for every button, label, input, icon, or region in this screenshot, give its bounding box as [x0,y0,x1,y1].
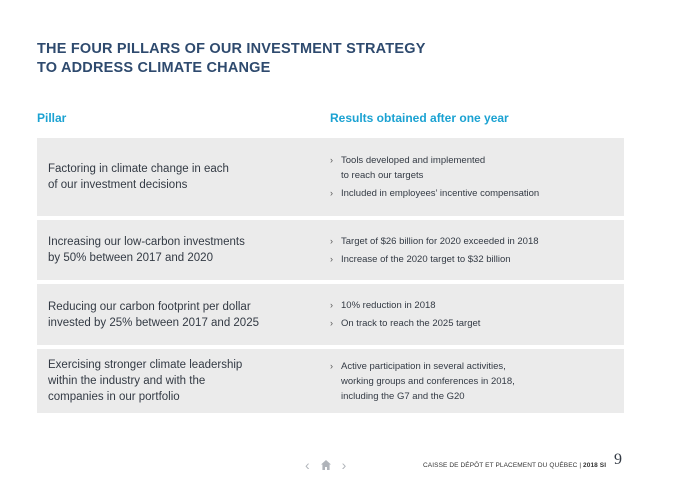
column-header-results: Results obtained after one year [330,111,509,125]
column-header-pillar: Pillar [37,111,67,125]
result-text-line: Active participation in several activities, [341,360,506,372]
pillars-table [37,138,624,417]
table-row [37,138,624,216]
result-text-line: 10% reduction in 2018 [341,300,436,311]
page-number: 9 [614,451,622,468]
bullet-chevron-icon: › [330,360,333,371]
pillar-text-line: by 50% between 2017 and 2020 [48,252,213,264]
pillar-text-line: companies in our portfolio [48,391,180,403]
pillar-text-line: Factoring in climate change in each [48,163,229,175]
pillar-cell [37,161,320,193]
result-text-line: working groups and conferences in 2018, [341,375,515,387]
result-text-line: including the G7 and the G20 [341,390,465,402]
pillar-cell [37,357,320,405]
result-item [330,359,624,404]
result-text-line: to reach our targets [341,170,424,181]
result-text-line: Target of $26 billion for 2020 exceeded in 2018 [341,235,539,247]
report-name: 2018 SI [583,462,607,469]
bullet-chevron-icon: › [330,235,333,246]
pillar-cell [37,299,320,331]
bullet-chevron-icon: › [330,300,333,310]
result-text-line: Tools developed and implemented [341,155,486,166]
bullet-chevron-icon: › [330,155,333,165]
bullet-chevron-icon: › [330,188,333,198]
previous-page-button[interactable]: ‹ [305,457,310,473]
result-text-line: Increase of the 2020 target to $32 billion [341,253,511,265]
result-item [330,186,624,201]
result-item [330,252,624,267]
pillar-text-line: within the industry and with the [48,375,206,387]
results-cell [320,231,624,270]
result-item [330,316,624,331]
result-item [330,298,624,313]
footer-separator: | [577,462,584,469]
home-icon[interactable] [320,459,332,471]
pillar-text-line: of our investment decisions [48,179,188,191]
result-text-line: Included in employees’ incentive compensation [341,188,540,199]
publisher-name: CAISSE DE DÉPÔT ET PLACEMENT DU QUÉBEC [423,462,578,469]
result-item [330,153,624,183]
pillar-cell [37,234,320,266]
results-cell [320,356,624,407]
bullet-chevron-icon: › [330,318,333,328]
page-navigation [305,458,346,472]
table-row [37,220,624,280]
page-title-line-2: TO ADDRESS CLIMATE CHANGE [37,60,271,76]
page-title-line-1: THE FOUR PILLARS OF OUR INVESTMENT STRATEGY [37,41,426,57]
pillar-text-line: Reducing our carbon footprint per dollar [48,300,251,313]
result-item [330,234,624,249]
pillar-text-line: Exercising stronger climate leadership [48,359,243,371]
pillar-text-line: Increasing our low-carbon investments [48,236,245,248]
table-row [37,349,624,413]
next-page-button[interactable]: › [341,457,347,473]
pillar-text-line: invested by 25% between 2017 and 2025 [48,316,259,329]
results-cell [320,150,624,204]
bullet-chevron-icon: › [330,253,333,264]
page-title [37,40,426,78]
result-text-line: On track to reach the 2025 target [341,318,481,329]
footer-publisher [423,462,606,469]
table-row [37,284,624,345]
results-cell [320,295,624,334]
